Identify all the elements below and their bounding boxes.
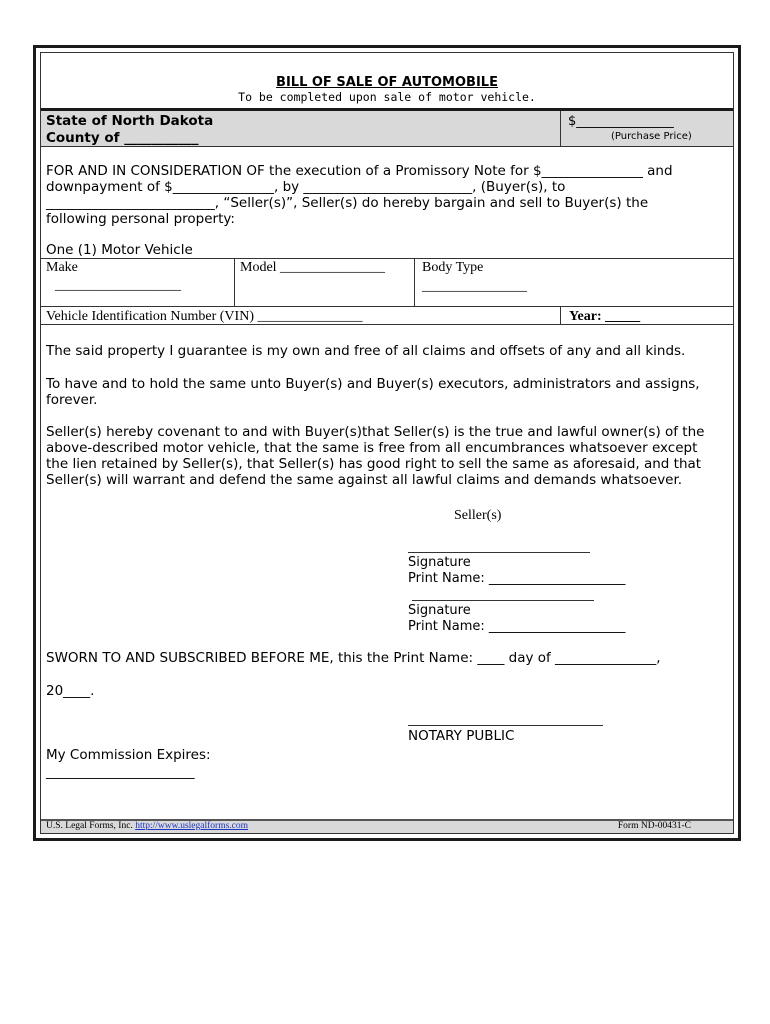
consideration-paragraph bbox=[46, 163, 673, 227]
body-type-field[interactable]: _______________ bbox=[422, 279, 527, 294]
hold-line-1: To have and to hold the same unto Buyer(s) and Buyer(s) executors, administrators and assigns, bbox=[46, 376, 700, 392]
make-field[interactable]: __________________ bbox=[55, 278, 181, 293]
covenant-line-2: above-described motor vehicle, that the same is free from all encumbrances whatsoever except bbox=[46, 440, 698, 456]
commission-expires-label: My Commission Expires: bbox=[46, 747, 211, 763]
vehicle-heading: One (1) Motor Vehicle bbox=[46, 242, 193, 258]
purchase-price-field[interactable]: $_______________ bbox=[568, 114, 674, 129]
make-model-divider bbox=[234, 258, 235, 306]
vin-year-divider bbox=[560, 306, 561, 324]
footer-publisher bbox=[46, 821, 248, 831]
state-county-block bbox=[46, 113, 560, 147]
state-band-divider bbox=[560, 111, 561, 146]
seller-signature-label-1: Signature bbox=[408, 555, 471, 570]
covenant-line-3: the lien retained by Seller(s), that Seller(s) has good right to sell the same as aforesaid, and that bbox=[46, 456, 702, 472]
vehicle-table-mid-rule bbox=[41, 306, 733, 307]
notary-signature-line[interactable] bbox=[408, 725, 603, 726]
notary-public-label: NOTARY PUBLIC bbox=[408, 728, 515, 744]
sworn-year[interactable]: 20____. bbox=[46, 683, 95, 699]
form-inner-border bbox=[40, 52, 734, 834]
vehicle-table-bottom-rule bbox=[41, 324, 733, 325]
county-field[interactable]: County of ___________ bbox=[46, 130, 199, 146]
consideration-line-1[interactable]: FOR AND IN CONSIDERATION OF the execution of a Promissory Note for $_______________ and bbox=[46, 163, 673, 179]
model-field[interactable]: Model _______________ bbox=[240, 260, 386, 275]
guarantee-text: The said property I guarantee is my own and free of all claims and offsets of any and all kinds. bbox=[46, 343, 686, 359]
footer-url-link[interactable]: http://www.uslegalforms.com bbox=[135, 821, 249, 831]
vin-field[interactable]: Vehicle Identification Number (VIN) _______________ bbox=[46, 309, 363, 324]
footer-form-id: Form ND-00431-C bbox=[617, 821, 691, 831]
footer-company: U.S. Legal Forms, Inc. bbox=[46, 821, 133, 831]
form-subtitle: To be completed upon sale of motor vehicle. bbox=[238, 90, 536, 104]
seller-signature-label-2: Signature bbox=[408, 603, 471, 618]
hold-paragraph bbox=[46, 376, 700, 408]
seller-print-name-2[interactable]: Print Name: _____________________ bbox=[408, 619, 626, 634]
seller-print-name-1[interactable]: Print Name: _____________________ bbox=[408, 571, 626, 586]
sellers-heading: Seller(s) bbox=[454, 508, 502, 523]
covenant-paragraph bbox=[46, 424, 704, 488]
consideration-line-2[interactable]: downpayment of $_______________, by _________________________, (Buyer(s), to bbox=[46, 179, 566, 195]
vehicle-table-top-rule bbox=[41, 258, 733, 259]
covenant-line-1: Seller(s) hereby covenant to and with Buyer(s)that Seller(s) is the true and lawful owner(s) of the bbox=[46, 424, 705, 440]
consideration-line-3[interactable]: _________________________, “Seller(s)”, Seller(s) do hereby bargain and sell to Buyer(s) the bbox=[46, 195, 649, 211]
footer-band bbox=[41, 819, 733, 833]
seller-signature-line-2[interactable] bbox=[412, 600, 594, 601]
covenant-line-4: Seller(s) will warrant and defend the same against all lawful claims and demands whatsoever. bbox=[46, 472, 683, 488]
make-label: Make bbox=[46, 260, 78, 275]
consideration-line-4: following personal property: bbox=[46, 211, 235, 227]
purchase-price-label: (Purchase Price) bbox=[611, 131, 692, 142]
model-body-divider bbox=[414, 258, 415, 306]
form-title: BILL OF SALE OF AUTOMOBILE bbox=[276, 75, 498, 90]
hold-line-2: forever. bbox=[46, 392, 98, 408]
commission-expires-field[interactable]: ______________________ bbox=[46, 764, 195, 780]
seller-signature-line-1[interactable] bbox=[408, 552, 590, 553]
year-field[interactable]: Year: _____ bbox=[569, 309, 641, 324]
body-type-label: Body Type bbox=[422, 260, 484, 275]
state-name: State of North Dakota bbox=[46, 113, 214, 129]
sworn-statement[interactable]: SWORN TO AND SUBSCRIBED BEFORE ME, this the Print Name: ____ day of _______________, bbox=[46, 650, 661, 666]
form-frame bbox=[33, 45, 741, 841]
state-county-band bbox=[41, 108, 733, 147]
